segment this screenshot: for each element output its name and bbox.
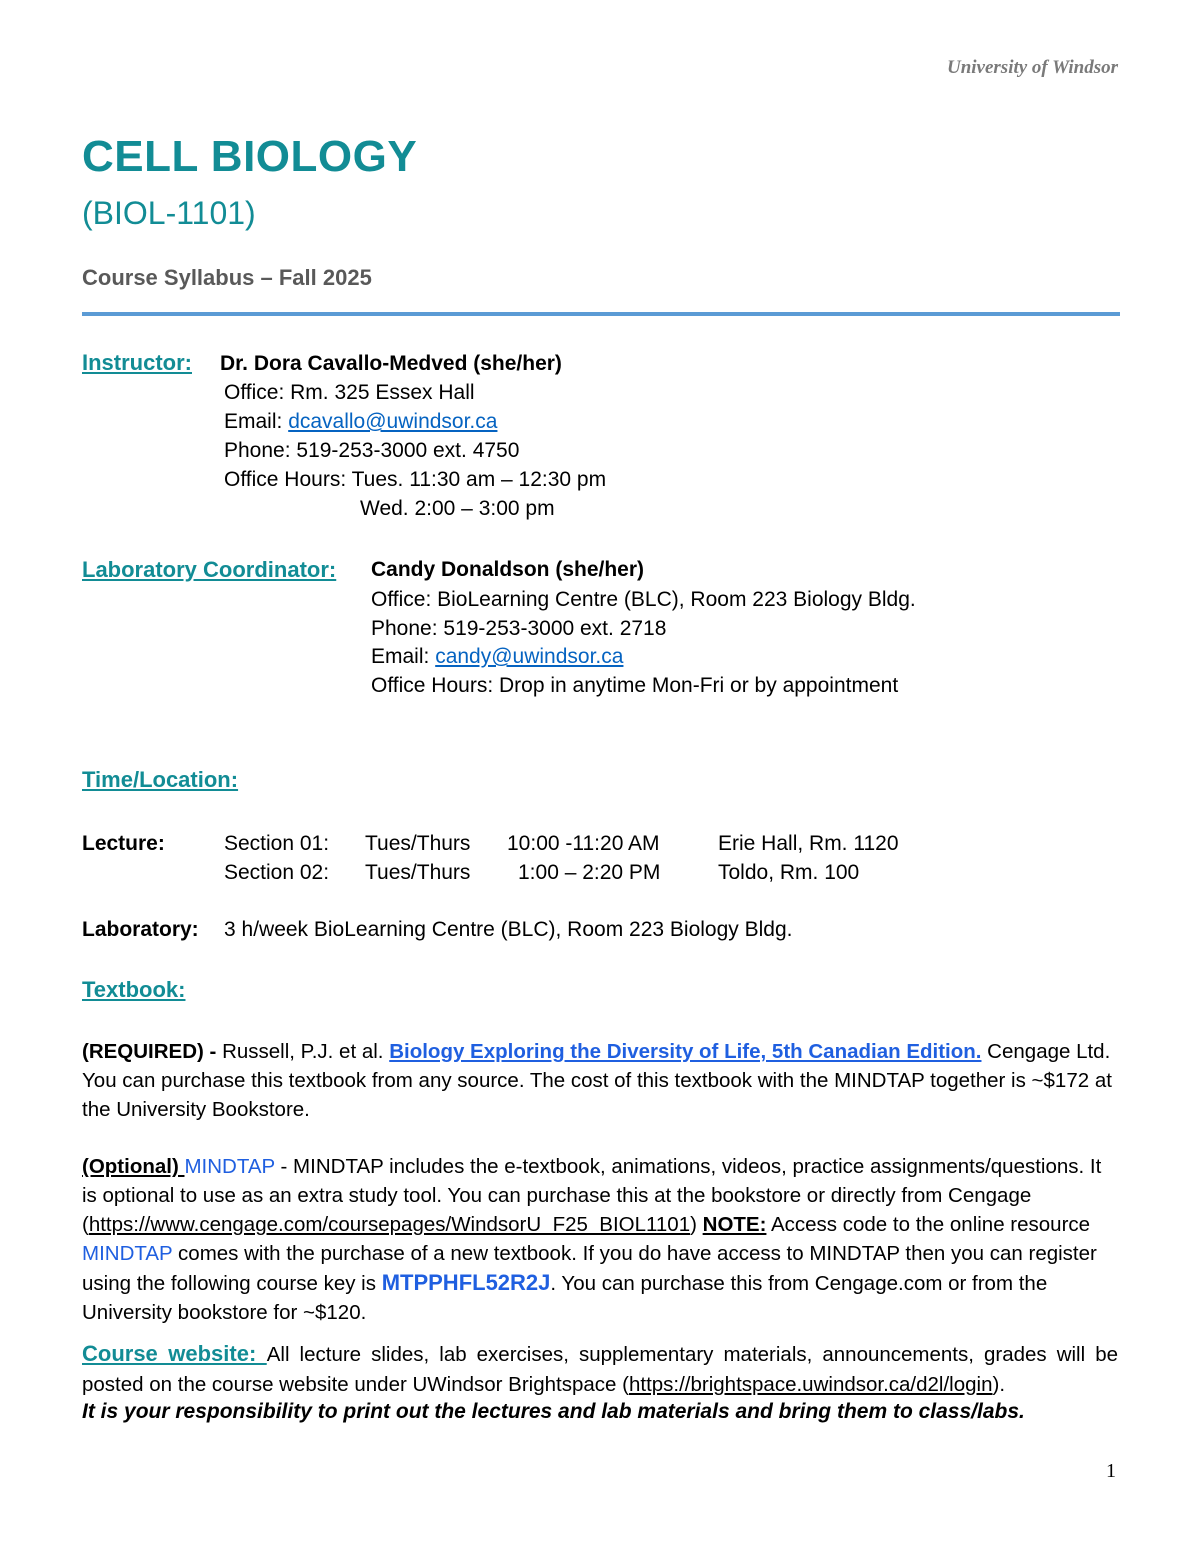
syllabus-subtitle: Course Syllabus – Fall 2025 xyxy=(82,265,372,290)
laboratory-value: 3 h/week BioLearning Centre (BLC), Room 223 Biology Bldg. xyxy=(224,918,793,941)
title-divider xyxy=(82,312,1120,316)
section-01-time: 10:00 -11:20 AM xyxy=(507,832,660,855)
course-website-label: Course website: xyxy=(82,1341,267,1366)
instructor-email-link[interactable]: dcavallo@uwindsor.ca xyxy=(288,410,498,433)
lab-coordinator-name: Candy Donaldson (she/her) xyxy=(371,558,645,581)
optional-text-2: ) xyxy=(690,1213,703,1236)
mindtap-label-2: MINDTAP xyxy=(82,1242,173,1265)
instructor-hours-1: Tues. 11:30 am – 12:30 pm xyxy=(351,468,607,491)
lab-coordinator-label: Laboratory Coordinator: xyxy=(82,557,337,582)
required-tag: (REQUIRED) - xyxy=(82,1040,223,1063)
optional-text-5: . You can purchase this from Cengage.com or from the University bookstore for ~$120. xyxy=(82,1272,1048,1324)
lab-coordinator-office: Office: BioLearning Centre (BLC), Room 223 Biology Bldg. xyxy=(371,588,916,611)
section-01-room: Erie Hall, Rm. 1120 xyxy=(718,832,899,855)
optional-text-4: comes with the purchase of a new textbook. If you do have access to MINDTAP then you can register using the following course key is xyxy=(82,1242,1097,1295)
section-01-days: Tues/Thurs xyxy=(365,832,471,855)
textbook-required-paragraph xyxy=(82,1037,1118,1124)
instructor-office: Office: Rm. 325 Essex Hall xyxy=(224,381,475,404)
instructor-email-label: Email: xyxy=(224,410,289,433)
optional-text-1: - MINDTAP includes the e-textbook, animations, videos, practice assignments/questions. It is optional to use as an extra study tool. You can purchase this at the bookstore or directly from Cengage ( xyxy=(82,1155,1102,1236)
section-02-label: Section 02: xyxy=(224,861,330,884)
section-01-label: Section 01: xyxy=(224,832,330,855)
optional-text-3: Access code to the online resource xyxy=(766,1213,1091,1236)
laboratory-label: Laboratory: xyxy=(82,918,199,941)
time-location-label: Time/Location: xyxy=(82,767,239,792)
mindtap-label: MINDTAP xyxy=(184,1155,275,1178)
lab-coordinator-email-link[interactable]: candy@uwindsor.ca xyxy=(435,645,624,668)
lab-coordinator-phone: Phone: 519-253-3000 ext. 2718 xyxy=(371,617,667,640)
textbook-purchase-note: You can purchase this textbook from any source. The cost of this textbook with the MINDTAP together is ~$172 at the University Bookstore. xyxy=(82,1069,1112,1121)
required-authors: Russell, P.J. et al. xyxy=(222,1040,390,1063)
lab-coordinator-email-label: Email: xyxy=(371,645,436,668)
section-02-room: Toldo, Rm. 100 xyxy=(718,861,860,884)
section-02-days: Tues/Thurs xyxy=(365,861,471,884)
instructor-name: Dr. Dora Cavallo-Medved (she/her) xyxy=(220,352,562,375)
header-university: University of Windsor xyxy=(946,57,1118,78)
textbook-optional-paragraph xyxy=(82,1152,1118,1327)
note-label: NOTE: xyxy=(702,1213,767,1236)
lecture-label: Lecture: xyxy=(82,832,165,855)
textbook-publisher: Cengage Ltd. xyxy=(981,1040,1111,1063)
page-number: 1 xyxy=(1106,1460,1116,1482)
textbook-title-link[interactable]: Biology Exploring the Diversity of Life, 5th Canadian Edition. xyxy=(389,1040,982,1063)
instructor-email-line xyxy=(224,410,497,434)
lab-coordinator-hours: Office Hours: Drop in anytime Mon-Fri or by appointment xyxy=(371,674,899,697)
instructor-hours-line xyxy=(224,468,606,492)
course-title: CELL BIOLOGY xyxy=(82,132,418,181)
course-key: MTPPHFL52R2J xyxy=(381,1270,551,1295)
section-02-time: 1:00 – 2:20 PM xyxy=(518,861,661,884)
textbook-label: Textbook: xyxy=(82,977,186,1002)
instructor-hours-2: Wed. 2:00 – 3:00 pm xyxy=(360,497,555,520)
instructor-hours-label: Office Hours: xyxy=(224,468,352,491)
course-code: (BIOL-1101) xyxy=(82,195,256,231)
brightspace-link[interactable]: https://brightspace.uwindsor.ca/d2l/login xyxy=(628,1373,993,1396)
cengage-link[interactable]: https://www.cengage.com/coursepages/WindsorU_F25_BIOL1101 xyxy=(88,1213,691,1236)
website-text-1: All lecture slides, lab exercises, supplementary materials, announcements, grades will be posted on the course website under UWindsor Brightspace ( xyxy=(82,1343,1119,1396)
optional-tag: (Optional) xyxy=(82,1155,185,1178)
lab-coordinator-email-line xyxy=(371,645,623,669)
instructor-phone: Phone: 519-253-3000 ext. 4750 xyxy=(224,439,520,462)
responsibility-note: It is your responsibility to print out the lectures and lab materials and bring them to class/labs. xyxy=(82,1400,1025,1423)
course-website-paragraph xyxy=(82,1339,1118,1400)
website-text-2: ). xyxy=(992,1373,1006,1396)
instructor-label: Instructor: xyxy=(82,350,192,375)
